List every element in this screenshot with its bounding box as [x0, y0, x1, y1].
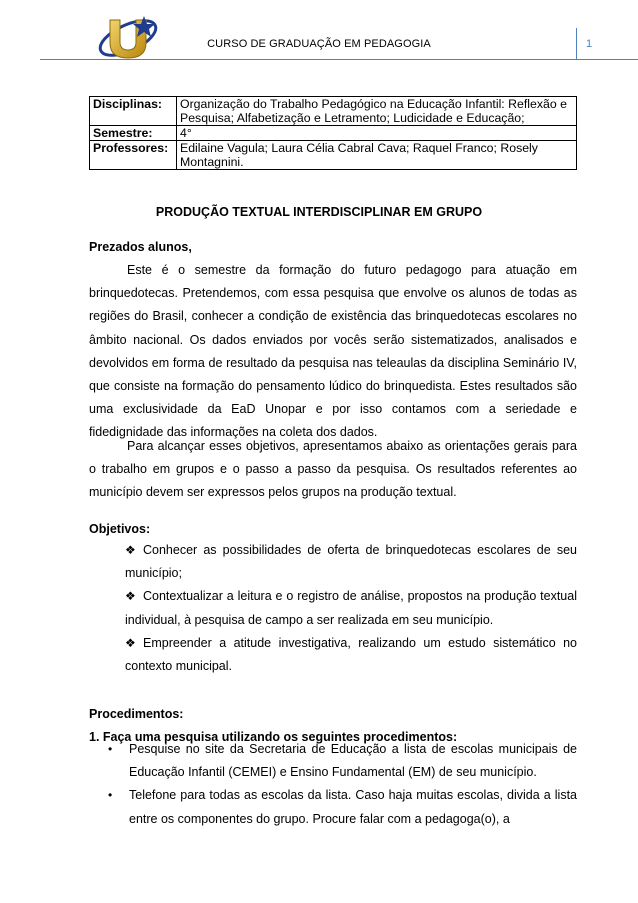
list-item-text: Empreender a atitude investigativa, realizando um estudo sistemático no contexto municipal.	[125, 635, 577, 674]
table-row	[90, 141, 577, 170]
list-item-text: Contextualizar a leitura e o registro de análise, propostos na produção textual individual, à pesquisa de campo a ser realizada em seu município.	[125, 589, 577, 627]
page-number: 1	[586, 38, 593, 50]
table-row	[90, 97, 577, 126]
step-one-heading: 1. Faça uma pesquisa utilizando os seguintes procedimentos:	[89, 730, 458, 744]
list-item	[125, 632, 577, 678]
row-label: Semestre:	[90, 126, 177, 141]
list-item	[108, 784, 577, 830]
objectives-list	[125, 539, 577, 678]
paragraph-text: Este é o semestre da formação do futuro pedagogo para atuação em brinquedotecas. Pretendemos, com essa pesquisa que envolve os alunos de todas as regiões do Brasil, conhecer a condição de existência das brinquedotecas escolares no âmbito nacional. Os dados enviados por vocês serão sistematizados, analisados e devolvidos em forma de resultado da pesquisa nas teleaulas da disciplina Seminário IV, que consiste na formação do pensamento lúdico do brinquedista. Estes resultados são uma exclusividade da EaD Unopar e por isso contamos com a seriedade e fidedignidade das informações na coleta dos dados.	[89, 263, 577, 440]
header-divider-vertical	[576, 28, 577, 59]
list-item-text: Telefone para todas as escolas da lista. Caso haja muitas escolas, divida a lista entre os componentes do grupo. Procure falar com a pedagoga(o), a	[129, 788, 577, 826]
university-logo-icon	[96, 12, 160, 62]
list-item	[125, 539, 577, 585]
bullet-icon: •	[108, 742, 113, 756]
diamond-bullet-icon: ❖	[125, 635, 136, 650]
greeting: Prezados alunos,	[89, 240, 192, 254]
table-row	[90, 126, 577, 141]
paragraph-text: Para alcançar esses objetivos, apresentamos abaixo as orientações gerais para o trabalho em grupos e o passo a passo da pesquisa. Os resultados referentes ao município devem ser expressos pelos grupos na produção textual.	[89, 439, 577, 500]
list-item	[108, 738, 577, 784]
document-title: PRODUÇÃO TEXTUAL INTERDISCIPLINAR EM GRUPO	[155, 205, 483, 219]
diamond-bullet-icon: ❖	[125, 543, 136, 557]
row-label: Professores:	[90, 141, 177, 170]
row-label: Disciplinas:	[90, 97, 177, 126]
row-value: Edilaine Vagula; Laura Célia Cabral Cava; Raquel Franco; Rosely Montagnini.	[177, 141, 577, 170]
page-header	[0, 0, 638, 70]
list-item-text: Pesquise no site da Secretaria de Educação a lista de escolas municipais de Educação Infantil (CEMEI) e Ensino Fundamental (EM) de seu município.	[129, 742, 577, 780]
list-item-text: Conhecer as possibilidades de oferta de brinquedotecas escolares de seu município;	[125, 543, 577, 581]
diamond-bullet-icon: ❖	[125, 589, 136, 604]
info-table	[89, 96, 577, 170]
row-value: Organização do Trabalho Pedagógico na Educação Infantil: Reflexão e Pesquisa; Alfabetização e Letramento; Ludicidade e Educação;	[177, 97, 577, 126]
paragraph	[89, 259, 577, 445]
procedures-heading: Procedimentos:	[89, 707, 184, 721]
list-item	[125, 585, 577, 631]
row-value: 4°	[177, 126, 577, 141]
bullet-icon: •	[108, 788, 113, 803]
course-title: CURSO DE GRADUAÇÃO EM PEDAGOGIA	[207, 38, 431, 50]
procedures-list	[108, 738, 577, 831]
objectives-heading: Objetivos:	[89, 522, 151, 536]
header-divider	[40, 59, 638, 60]
paragraph	[89, 435, 577, 505]
